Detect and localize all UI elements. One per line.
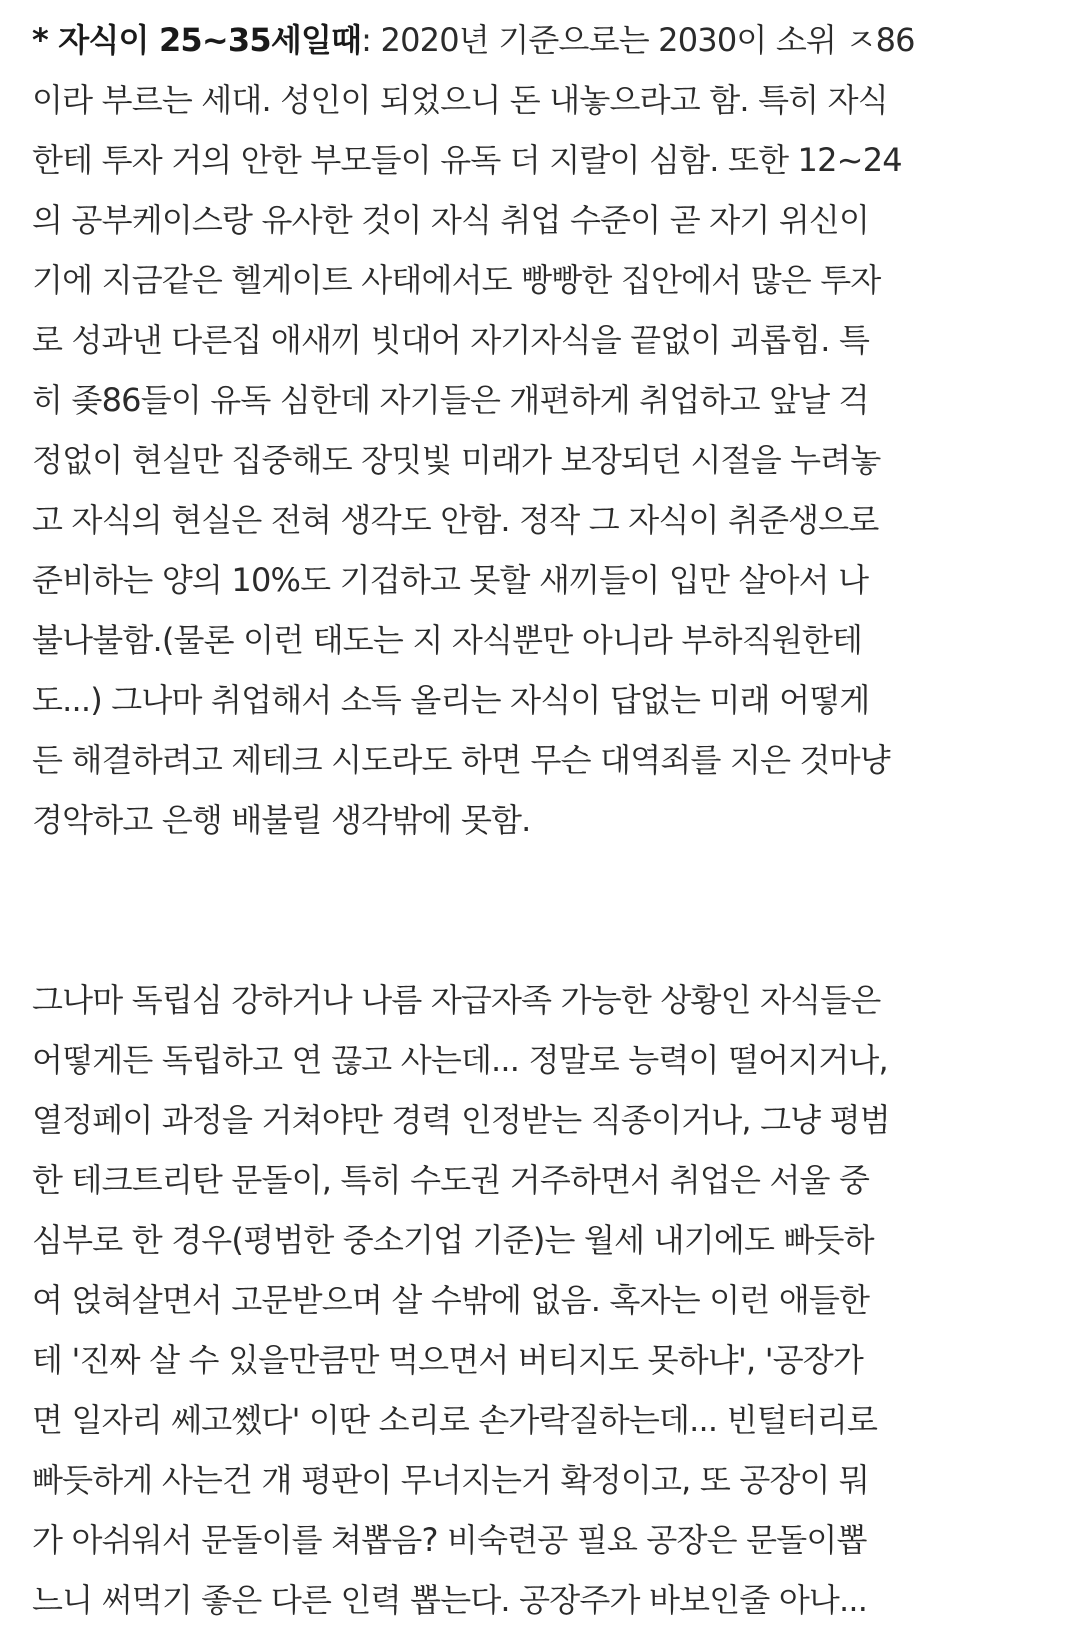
text-line-content: : 2020년 기준으로는 2030이 소위 ㅈ86 (361, 21, 915, 59)
text-line: 가 아쉬워서 문돌이를 쳐뽑음? 비숙련공 필요 공장은 문돌이뽑 (32, 1521, 867, 1559)
text-line: 한테 투자 거의 안한 부모들이 유독 더 지랄이 심함. 또한 12~24 (32, 141, 902, 179)
text-line: 든 해결하려고 제테크 시도라도 하면 무슨 대역죄를 지은 것마냥 (32, 741, 890, 779)
text-line (32, 10, 1062, 70)
text-line: 정없이 현실만 집중해도 장밋빛 미래가 보장되던 시절을 누려놓 (32, 441, 881, 479)
text-line: 로 성과낸 다른집 애새끼 빗대어 자기자식을 끝없이 괴롭힘. 특 (32, 321, 870, 359)
text-line: 느니 써먹기 좋은 다른 인력 뽑는다. 공장주가 바보인줄 아나... (32, 1581, 868, 1619)
text-line: 기에 지금같은 헬게이트 사태에서도 빵빵한 집안에서 많은 투자 (32, 261, 881, 299)
text-line: 어떻게든 독립하고 연 끊고 사는데... 정말로 능력이 떨어지거나, (32, 1041, 888, 1079)
paragraph-spacer (32, 850, 1062, 970)
text-line: 열정페이 과정을 거쳐야만 경력 인정받는 직종이거나, 그냥 평범 (32, 1101, 890, 1139)
section-heading: * 자식이 25~35세일때 (32, 21, 362, 59)
text-line: 한 테크트리탄 문돌이, 특히 수도권 거주하면서 취업은 서울 중 (32, 1161, 870, 1199)
text-line: 여 얹혀살면서 고문받으며 살 수밖에 없음. 혹자는 이런 애들한 (32, 1281, 870, 1319)
text-line: 면 일자리 쎄고쎘다' 이딴 소리로 손가락질하는데... 빈털터리로 (32, 1401, 878, 1439)
text-line: 히 좆86들이 유독 심한데 자기들은 개편하게 취업하고 앞날 걱 (32, 381, 869, 419)
text-line: 그나마 독립심 강하거나 나름 자급자족 가능한 상황인 자식들은 (32, 981, 881, 1019)
text-line: 테 '진짜 살 수 있을만큼만 먹으면서 버티지도 못하냐', '공장가 (32, 1341, 864, 1379)
paragraph-independence (32, 970, 1062, 1630)
text-line: 불나불함.(물론 이런 태도는 지 자식뿐만 아니라 부하직원한테 (32, 621, 863, 659)
text-line: 고 자식의 현실은 전혀 생각도 안함. 정작 그 자식이 취준생으로 (32, 501, 879, 539)
article-body (32, 10, 1062, 1630)
text-line: 도...) 그나마 취업해서 소득 올리는 자식이 답없는 미래 어떻게 (32, 681, 870, 719)
text-line: 의 공부케이스랑 유사한 것이 자식 취업 수준이 곧 자기 위신이 (32, 201, 870, 239)
text-line: 준비하는 양의 10%도 기겁하고 못할 새끼들이 입만 살아서 나 (32, 561, 869, 599)
text-line: 빠듯하게 사는건 걔 평판이 무너지는거 확정이고, 또 공장이 뭐 (32, 1461, 870, 1499)
text-line: 이라 부르는 세대. 성인이 되었으니 돈 내놓으라고 함. 특히 자식 (32, 81, 888, 119)
text-line: 심부로 한 경우(평범한 중소기업 기준)는 월세 내기에도 빠듯하 (32, 1221, 874, 1259)
text-line: 경악하고 은행 배불릴 생각밖에 못함. (32, 801, 531, 839)
paragraph-parents-of-25-35 (32, 10, 1062, 850)
